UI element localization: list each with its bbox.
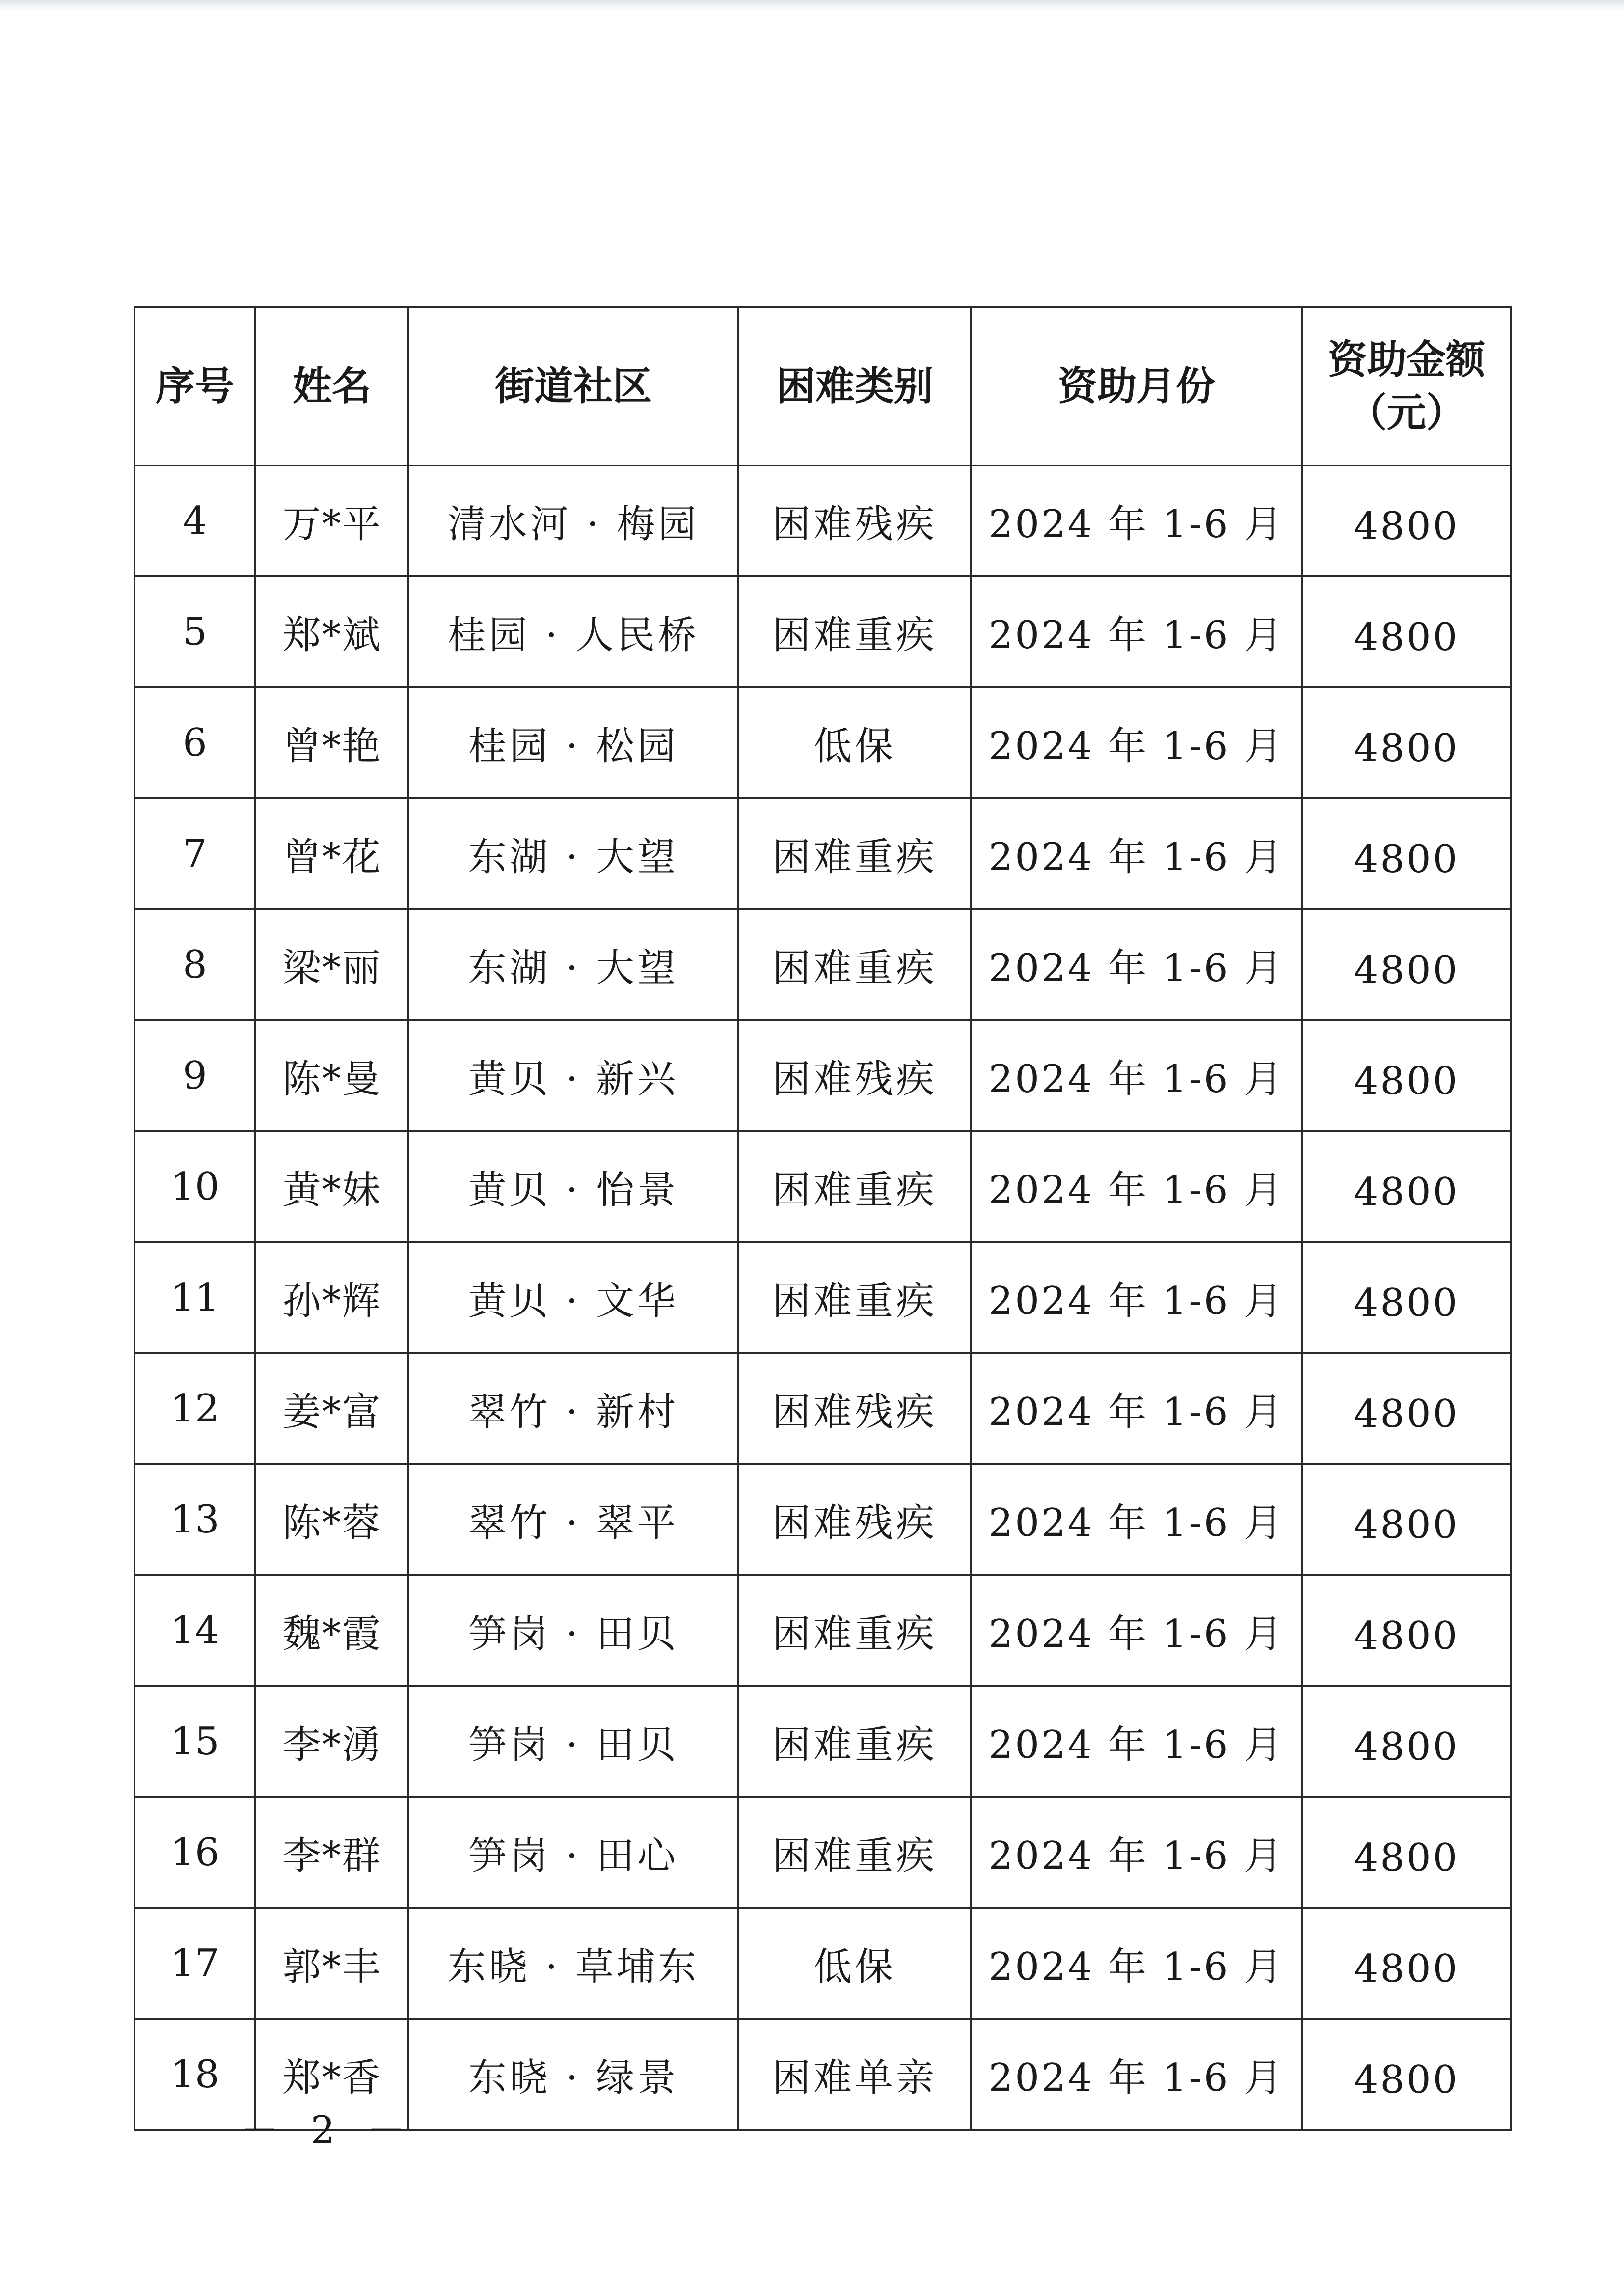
cell-name: 陈*曼 xyxy=(255,1020,408,1131)
cell-month: 2024 年 1-6 月 xyxy=(971,909,1302,1020)
table-row xyxy=(135,1242,1511,1353)
header-address: 街道社区 xyxy=(408,307,738,465)
cell-address: 笋岗 · 田心 xyxy=(408,1797,738,1908)
cell-address: 东晓 · 草埔东 xyxy=(408,1908,738,2019)
cell-month: 2024 年 1-6 月 xyxy=(971,2019,1302,2130)
page-number: － 2 － xyxy=(241,2108,415,2153)
cell-category: 困难残疾 xyxy=(738,1464,971,1575)
header-name: 姓名 xyxy=(255,307,408,465)
cell-address: 黄贝 · 文华 xyxy=(408,1242,738,1353)
cell-no: 8 xyxy=(135,909,255,1020)
cell-no: 11 xyxy=(135,1242,255,1353)
table-row xyxy=(135,1797,1511,1908)
scan-edge xyxy=(0,0,1624,11)
table-row xyxy=(135,1686,1511,1797)
cell-name: 曾*花 xyxy=(255,798,408,909)
cell-name: 郑*香 xyxy=(255,2019,408,2130)
cell-name: 万*平 xyxy=(255,465,408,576)
cell-no: 10 xyxy=(135,1131,255,1242)
cell-month: 2024 年 1-6 月 xyxy=(971,1797,1302,1908)
cell-amount: 4800 xyxy=(1302,1464,1511,1575)
cell-name: 李*湧 xyxy=(255,1686,408,1797)
cell-category: 困难残疾 xyxy=(738,1020,971,1131)
cell-category: 困难重疾 xyxy=(738,798,971,909)
cell-month: 2024 年 1-6 月 xyxy=(971,465,1302,576)
cell-category: 困难重疾 xyxy=(738,1242,971,1353)
cell-name: 郭*丰 xyxy=(255,1908,408,2019)
cell-no: 14 xyxy=(135,1575,255,1686)
cell-amount: 4800 xyxy=(1302,1575,1511,1686)
cell-no: 7 xyxy=(135,798,255,909)
cell-amount: 4800 xyxy=(1302,1908,1511,2019)
cell-amount: 4800 xyxy=(1302,798,1511,909)
cell-name: 魏*霞 xyxy=(255,1575,408,1686)
cell-month: 2024 年 1-6 月 xyxy=(971,1464,1302,1575)
cell-address: 黄贝 · 新兴 xyxy=(408,1020,738,1131)
cell-no: 13 xyxy=(135,1464,255,1575)
cell-address: 东晓 · 绿景 xyxy=(408,2019,738,2130)
table-row xyxy=(135,465,1511,576)
table-row xyxy=(135,909,1511,1020)
header-amount-unit: （元） xyxy=(1348,390,1465,436)
cell-month: 2024 年 1-6 月 xyxy=(971,1686,1302,1797)
table-row xyxy=(135,1464,1511,1575)
cell-category: 困难残疾 xyxy=(738,465,971,576)
cell-no: 4 xyxy=(135,465,255,576)
header-no: 序号 xyxy=(135,307,255,465)
cell-address: 笋岗 · 田贝 xyxy=(408,1575,738,1686)
cell-month: 2024 年 1-6 月 xyxy=(971,1242,1302,1353)
cell-no: 6 xyxy=(135,687,255,798)
cell-name: 梁*丽 xyxy=(255,909,408,1020)
cell-name: 李*群 xyxy=(255,1797,408,1908)
cell-address: 黄贝 · 怡景 xyxy=(408,1131,738,1242)
cell-address: 清水河 · 梅园 xyxy=(408,465,738,576)
cell-category: 困难重疾 xyxy=(738,909,971,1020)
cell-month: 2024 年 1-6 月 xyxy=(971,1353,1302,1464)
header-category: 困难类别 xyxy=(738,307,971,465)
cell-month: 2024 年 1-6 月 xyxy=(971,687,1302,798)
cell-address: 桂园 · 松园 xyxy=(408,687,738,798)
cell-category: 困难残疾 xyxy=(738,1353,971,1464)
cell-amount: 4800 xyxy=(1302,1686,1511,1797)
cell-name: 郑*斌 xyxy=(255,576,408,687)
cell-amount: 4800 xyxy=(1302,687,1511,798)
header-amount xyxy=(1302,307,1511,465)
cell-no: 5 xyxy=(135,576,255,687)
cell-month: 2024 年 1-6 月 xyxy=(971,1131,1302,1242)
cell-category: 困难重疾 xyxy=(738,1575,971,1686)
cell-name: 孙*辉 xyxy=(255,1242,408,1353)
cell-amount: 4800 xyxy=(1302,1353,1511,1464)
cell-amount: 4800 xyxy=(1302,576,1511,687)
cell-address: 翠竹 · 新村 xyxy=(408,1353,738,1464)
cell-amount: 4800 xyxy=(1302,1242,1511,1353)
header-amount-label: 资助金额 xyxy=(1328,337,1485,383)
table-row xyxy=(135,1908,1511,2019)
cell-category: 低保 xyxy=(738,687,971,798)
cell-no: 9 xyxy=(135,1020,255,1131)
cell-no: 18 xyxy=(135,2019,255,2130)
cell-name: 姜*富 xyxy=(255,1353,408,1464)
cell-category: 困难重疾 xyxy=(738,1797,971,1908)
cell-amount: 4800 xyxy=(1302,2019,1511,2130)
cell-no: 16 xyxy=(135,1797,255,1908)
cell-address: 翠竹 · 翠平 xyxy=(408,1464,738,1575)
cell-category: 困难重疾 xyxy=(738,1686,971,1797)
cell-address: 桂园 · 人民桥 xyxy=(408,576,738,687)
header-month: 资助月份 xyxy=(971,307,1302,465)
cell-name: 黄*妹 xyxy=(255,1131,408,1242)
table-row xyxy=(135,1575,1511,1686)
table-row xyxy=(135,1131,1511,1242)
table-row xyxy=(135,1020,1511,1131)
table-body xyxy=(135,465,1511,2130)
cell-no: 17 xyxy=(135,1908,255,2019)
header-row xyxy=(135,307,1511,465)
cell-no: 12 xyxy=(135,1353,255,1464)
cell-category: 困难重疾 xyxy=(738,1131,971,1242)
cell-category: 困难重疾 xyxy=(738,576,971,687)
cell-amount: 4800 xyxy=(1302,1131,1511,1242)
cell-amount: 4800 xyxy=(1302,1020,1511,1131)
cell-name: 陈*蓉 xyxy=(255,1464,408,1575)
cell-address: 东湖 · 大望 xyxy=(408,909,738,1020)
cell-month: 2024 年 1-6 月 xyxy=(971,798,1302,909)
cell-month: 2024 年 1-6 月 xyxy=(971,576,1302,687)
table-row xyxy=(135,1353,1511,1464)
cell-month: 2024 年 1-6 月 xyxy=(971,1020,1302,1131)
cell-address: 笋岗 · 田贝 xyxy=(408,1686,738,1797)
cell-month: 2024 年 1-6 月 xyxy=(971,1575,1302,1686)
table-row xyxy=(135,798,1511,909)
cell-category: 低保 xyxy=(738,1908,971,2019)
table-row xyxy=(135,576,1511,687)
cell-amount: 4800 xyxy=(1302,909,1511,1020)
subsidy-table xyxy=(134,306,1512,2131)
cell-category: 困难单亲 xyxy=(738,2019,971,2130)
cell-month: 2024 年 1-6 月 xyxy=(971,1908,1302,2019)
table-header xyxy=(135,307,1511,465)
cell-amount: 4800 xyxy=(1302,465,1511,576)
cell-amount: 4800 xyxy=(1302,1797,1511,1908)
table-row xyxy=(135,687,1511,798)
cell-address: 东湖 · 大望 xyxy=(408,798,738,909)
cell-name: 曾*艳 xyxy=(255,687,408,798)
cell-no: 15 xyxy=(135,1686,255,1797)
